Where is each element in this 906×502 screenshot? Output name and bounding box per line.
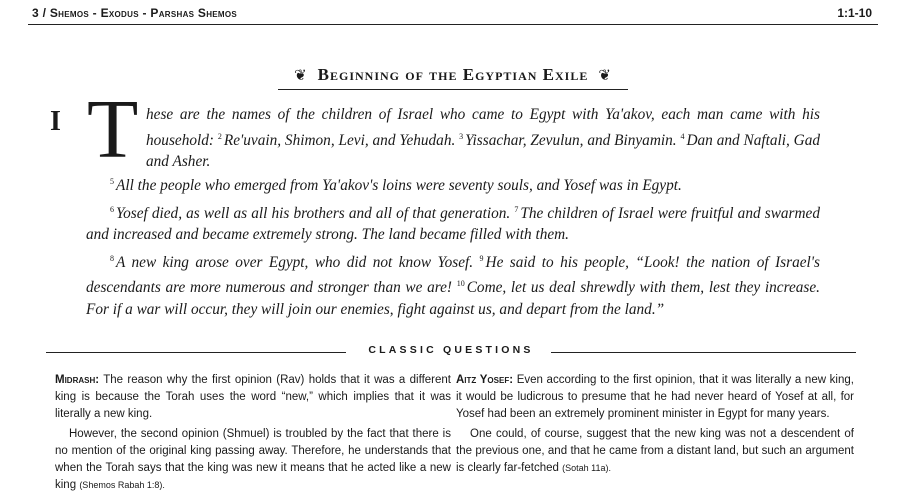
verse-7-text: The children of Israel were fruitful and swarmed and increased and became extremely strong. The land became filled with them. [86,204,820,244]
commentary-column-right [456,372,854,479]
divider-rule [551,352,856,353]
verse-9-text: He said to his people, “Look! the nation of Israel's descendants are more numerous and stronger than we are! [86,253,820,297]
commentary-paragraph [456,372,854,424]
verse-number: 4 [680,131,685,141]
commentary-paragraph [55,426,451,495]
commentary-column-left [55,372,451,496]
verse-number: 2 [217,131,222,141]
drop-cap: T [87,83,139,176]
verse-3-text: Yissachar, Zevulun, and Binyamin. [465,131,677,149]
verse-range: 1:1-10 [837,6,872,20]
verse-number: 8 [110,253,114,263]
verse-10-text: Come, let us deal shrewdly with them, lest they increase. For if a war will occur, they will join our enemies, fight against us, and depart from the land.” [86,279,820,318]
verse-5-text: All the people who emerged from Ya'akov's loins were seventy souls, and Yosef was in Egypt. [116,177,682,195]
verse-8-text: A new king arose over Egypt, who did not know Yosef. [116,253,474,271]
divider-rule [46,352,346,353]
verse-1-text: hese are the names of the children of Israel who came to Egypt with Ya'akov, each man came with his household: [146,106,820,149]
classic-questions-divider [46,344,856,358]
verse-6-text: Yosef died, as well as all his brothers and all of that generation. [116,204,511,222]
citation: (Sotah 11a). [562,463,611,474]
running-head: 3 / Shemos - Exodus - Parshas Shemos [32,6,238,20]
chapter-number: I [50,106,61,137]
verse-2-text: Re'uvain, Shimon, Levi, and Yehudah. [223,131,456,149]
verse-4-text: Dan and Naftali, Gad and Asher. [146,131,821,171]
commentary-text: The reason why the first opinion (Rav) holds that it was a different king is because the Torah uses the word “new,” which implies that it was literally a new king. [55,374,451,421]
verse-number: 10 [456,279,465,289]
verse-number: 6 [110,204,114,214]
verse-number: 3 [459,131,464,141]
commentary-text: One could, of course, suggest that the new king was not a descendent of the previous one, and that he came from a distant land, but such an argument is clearly far-fetched [456,427,854,475]
verses-8-10 [86,248,820,321]
fleuron-icon: ❦ [294,68,308,84]
section-heading-box [278,63,628,90]
fleuron-icon: ❦ [598,68,612,84]
classic-questions-label: CLASSIC QUESTIONS [368,344,534,356]
commentary-text: However, the second opinion (Shmuel) is troubled by the fact that there is no mention of the original king passing away. Therefore, he understands that when the Torah says that the king was new it means that he acted like a new king [55,427,451,492]
verse-number: 9 [479,253,484,263]
verse-number: 7 [514,204,519,214]
page-header [28,4,878,25]
section-title: Beginning of the Egyptian Exile [317,65,589,84]
commentary-paragraph [456,426,854,478]
commentary-text: Even according to the first opinion, that it was literally a new king, it would be ludicrous to presume that he had never heard of Yosef at all, for Yosef had been an extremely prominent minister in Egypt for many years. [456,374,854,421]
verse-number: 5 [110,177,114,186]
commentary-source: Midrash: [55,374,100,386]
commentary-paragraph [55,372,451,424]
verses-6-7 [86,199,820,246]
verse-block-1 [86,104,820,175]
verse-5 [86,171,820,197]
verse-block-2 [86,171,820,322]
citation: (Shemos Rabah 1:8). [79,480,165,491]
commentary-source: Aitz Yosef: [456,374,514,386]
verses-1-4 [86,104,820,173]
